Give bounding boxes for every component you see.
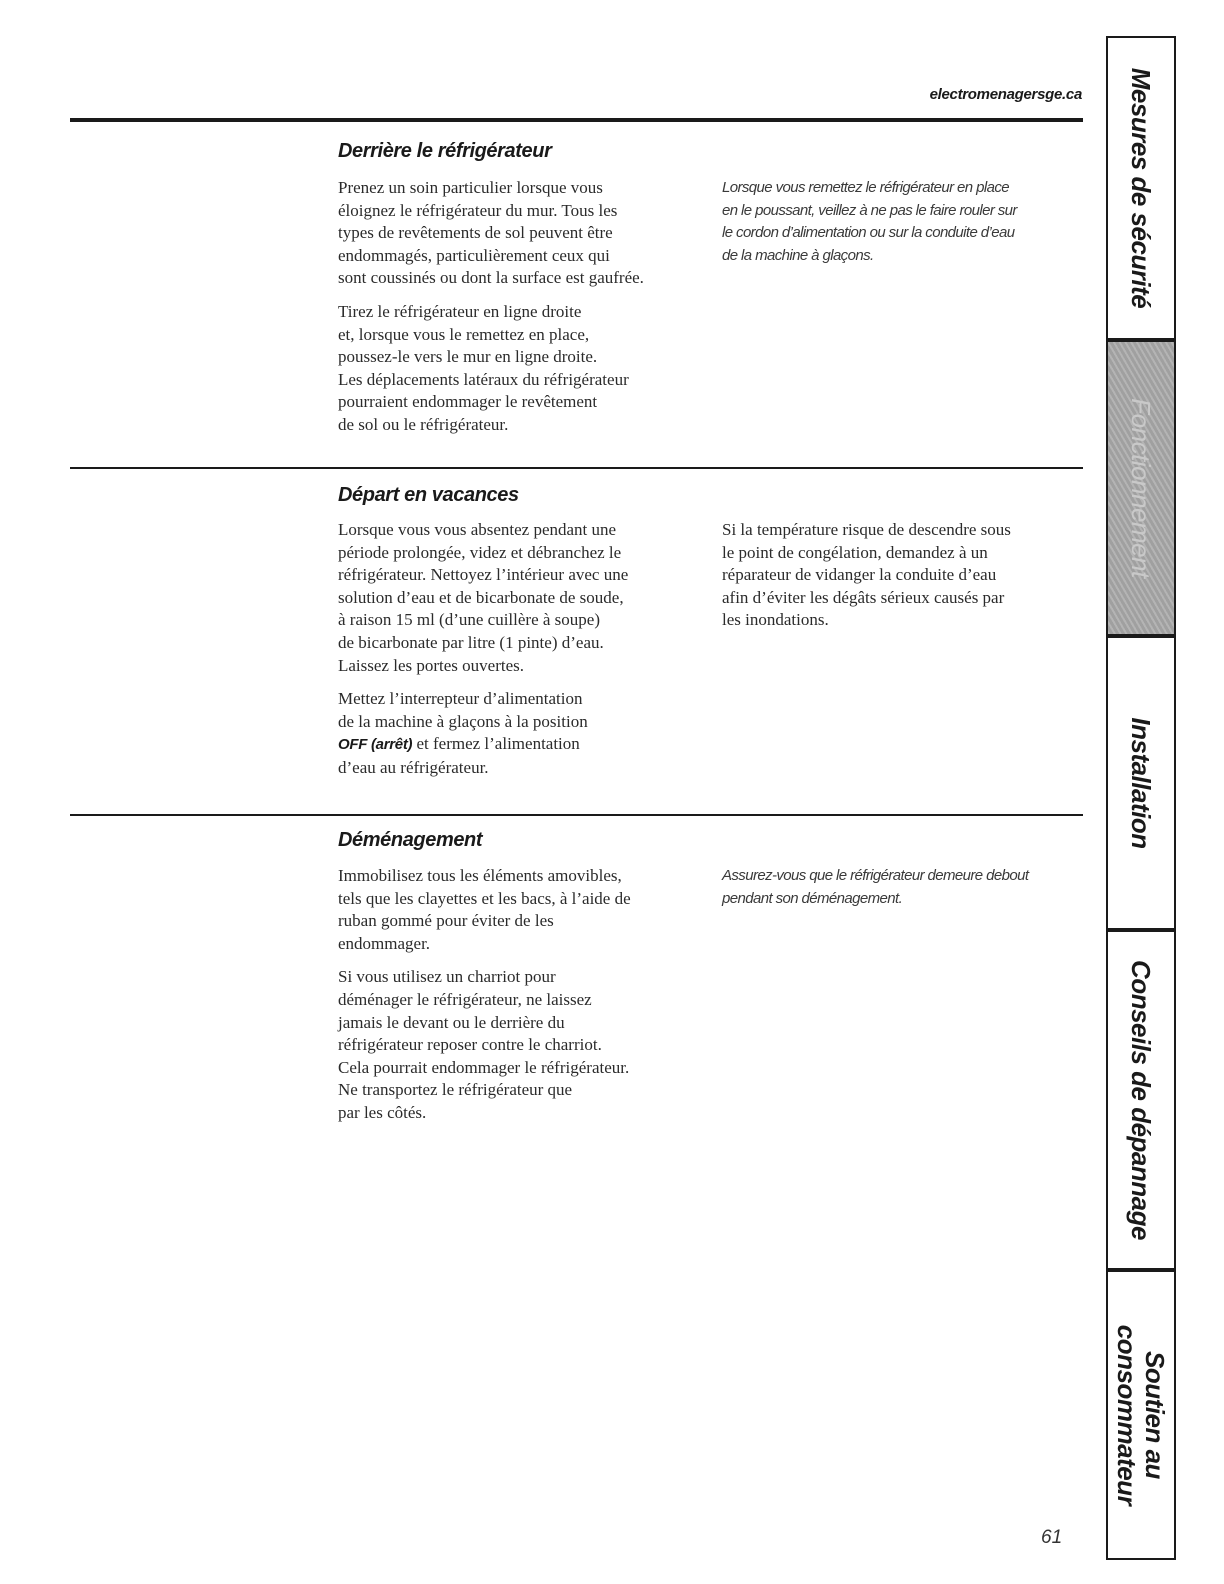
- section-left-column: [338, 865, 708, 1136]
- section-title: Déménagement: [338, 829, 483, 851]
- paragraph-text: Mettez l’interrepteur d’alimentation de la machine à glaçons à la position: [338, 689, 588, 731]
- section-right-column: [722, 177, 1078, 267]
- top-rule: [70, 118, 1083, 122]
- section-left-column: [338, 519, 708, 791]
- tab-label: Conseils de dépannage: [1126, 960, 1156, 1240]
- tab-label: [1113, 1325, 1169, 1505]
- paragraph: Prenez un soin particulier lorsque vous éloignez le réfrigérateur du mur. Tous les types de revêtements de sol peuvent être endommagés, particulièrement ceux qui sont coussinés ou dont la surface est gaufrée.: [338, 178, 644, 288]
- section-left-column: [338, 177, 708, 448]
- paragraph: Immobilisez tous les éléments amovibles, tels que les clayettes et les bacs, à l’aide de ruban gommé pour éviter de les endommager.: [338, 866, 631, 953]
- off-label: OFF (arrêt): [338, 736, 413, 754]
- tab-installation[interactable]: [1108, 638, 1174, 928]
- section-divider: [70, 814, 1083, 816]
- page-number: 61: [1041, 1527, 1063, 1548]
- section-behind-fridge: [338, 140, 1083, 460]
- tab-label: Mesures de sécurité: [1126, 67, 1156, 309]
- site-url: electromenagersge.ca: [929, 86, 1082, 103]
- paragraph-text: et fermez l’alimentation d’eau au réfrigérateur.: [338, 734, 580, 777]
- note-italic: Assurez-vous que le réfrigérateur demeure debout pendant son déménagement.: [722, 867, 1029, 907]
- section-vacation: [338, 484, 1083, 804]
- paragraph: [338, 688, 708, 779]
- tab-label-line: Soutien au: [1140, 1351, 1170, 1479]
- paragraph: Si vous utilisez un charriot pour déménager le réfrigérateur, ne laissez jamais le devant ou le derrière du réfrigérateur reposer contre le charriot. Cela pourrait endommager le réfrigérateur. Ne transportez le réfrigérateur que par les côtés.: [338, 967, 630, 1122]
- section-title: Derrière le réfrigérateur: [338, 140, 552, 162]
- section-divider: [70, 467, 1083, 469]
- tab-label: Installation: [1126, 717, 1156, 849]
- side-tab-nav: [1106, 36, 1176, 1560]
- paragraph: Si la température risque de descendre sous le point de congélation, demandez à un réparateur de vidanger la conduite d’eau afin d’éviter les dégâts sérieux causés par les inondations.: [722, 520, 1011, 630]
- tab-operation[interactable]: [1108, 342, 1174, 634]
- tab-label-line: consommateur: [1112, 1324, 1142, 1506]
- note-italic: Lorsque vous remettez le réfrigérateur en place en le poussant, veillez à ne pas le faire rouler sur le cordon d’alimentation ou sur la conduite d’eau de la machine à glaçons.: [722, 179, 1017, 264]
- tab-troubleshooting[interactable]: [1108, 932, 1174, 1268]
- tab-safety[interactable]: [1108, 38, 1174, 338]
- paragraph: Tirez le réfrigérateur en ligne droite et, lorsque vous le remettez en place, poussez-le vers le mur en ligne droite. Les déplacements latéraux du réfrigérateur pourraient endommager le revêtement de sol ou le réfrigérateur.: [338, 301, 629, 434]
- paragraph: Lorsque vous vous absentez pendant une période prolongée, videz et débranchez le réfrigérateur. Nettoyez l’intérieur avec une solution d’eau et de bicarbonate de soude, à raison 15 ml (d’une cuillère à soupe) de bicarbonate par litre (1 pinte) d’eau. Laissez les portes ouvertes.: [338, 520, 629, 675]
- tab-consumer-support[interactable]: [1108, 1272, 1174, 1558]
- section-title: Départ en vacances: [338, 484, 519, 506]
- tab-label: Fonctionnement: [1126, 398, 1156, 578]
- section-moving: [338, 829, 1083, 1149]
- section-right-column: [722, 519, 1078, 643]
- section-right-column: [722, 865, 1078, 910]
